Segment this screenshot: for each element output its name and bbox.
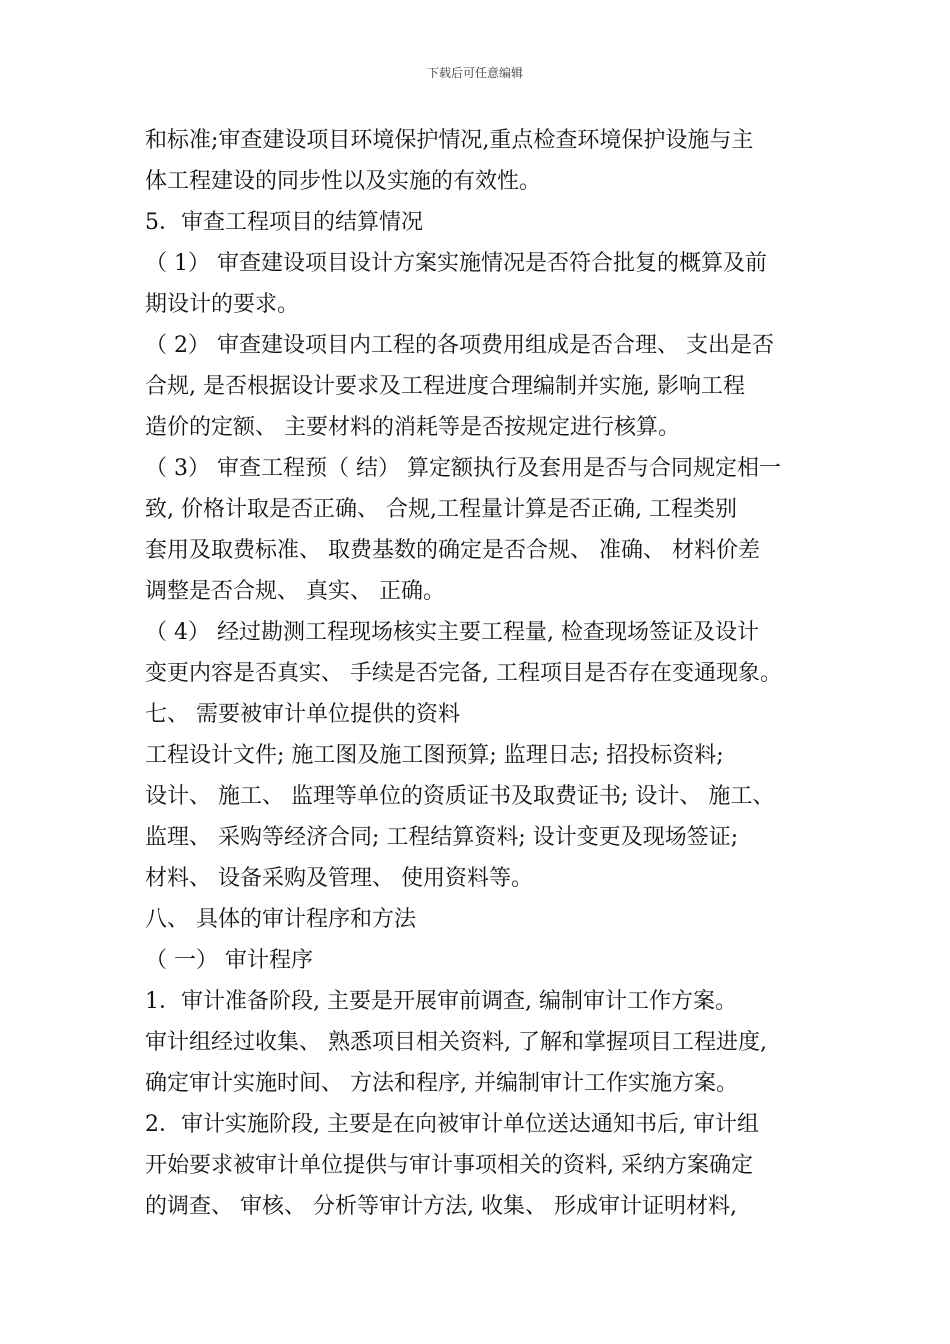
text-line: 调整是否合规、 真实、 正确。	[145, 579, 445, 604]
text-line: （ 1） 审查建设项目设计方案实施情况是否符合批复的概算及前	[145, 251, 767, 276]
text-line: 合规, 是否根据设计要求及工程进度合理编制并实施, 影响工程	[145, 374, 745, 399]
text-line: 工程设计文件; 施工图及施工图预算; 监理日志; 招投标资料;	[145, 743, 724, 768]
text-line: 5．审查工程项目的结算情况	[145, 210, 423, 235]
text-line: 八、 具体的审计程序和方法	[145, 907, 416, 932]
text-line: 变更内容是否真实、 手续是否完备, 工程项目是否存在变通现象。	[145, 661, 782, 686]
text-line: 造价的定额、 主要材料的消耗等是否按规定进行核算。	[145, 415, 680, 440]
text-line: 致, 价格计取是否正确、 合规,工程量计算是否正确, 工程类别	[145, 497, 737, 522]
text-line: 材料、 设备采购及管理、 使用资料等。	[145, 866, 533, 891]
text-line: 审计组经过收集、 熟悉项目相关资料, 了解和掌握项目工程进度,	[145, 1030, 767, 1055]
page-header: 下载后可任意编辑	[426, 66, 523, 80]
text-line: （ 2） 审查建设项目内工程的各项费用组成是否合理、 支出是否	[145, 333, 774, 358]
text-line: 套用及取费标准、 取费基数的确定是否合规、 准确、 材料价差	[145, 538, 760, 563]
text-line: 监理、 采购等经济合同; 工程结算资料; 设计变更及现场签证;	[145, 825, 739, 850]
text-line: （ 3） 审查工程预（ 结） 算定额执行及套用是否与合同规定相一	[145, 456, 781, 481]
text-line: 的调查、 审核、 分析等审计方法, 收集、 形成审计证明材料,	[145, 1194, 737, 1219]
text-line: 开始要求被审计单位提供与审计事项相关的资料, 采纳方案确定	[145, 1153, 753, 1178]
document-body	[145, 120, 835, 1227]
text-line: 期设计的要求。	[145, 292, 300, 317]
text-line: （ 一） 审计程序	[145, 948, 313, 973]
text-line: 2．审计实施阶段, 主要是在向被审计单位送达通知书后, 审计组	[145, 1112, 759, 1137]
text-line: 确定审计实施时间、 方法和程序, 并编制审计工作实施方案。	[145, 1071, 738, 1096]
text-line: 1．审计准备阶段, 主要是开展审前调查, 编制审计工作方案。	[145, 989, 737, 1014]
text-line: （ 4） 经过勘测工程现场核实主要工程量, 检查现场签证及设计	[145, 620, 759, 645]
text-line: 和标准;审查建设项目环境保护情况,重点检查环境保护设施与主	[145, 128, 754, 153]
text-line: 七、 需要被审计单位提供的资料	[145, 702, 460, 727]
text-line: 设计、 施工、 监理等单位的资质证书及取费证书; 设计、 施工、	[145, 784, 775, 809]
text-line: 体工程建设的同步性以及实施的有效性。	[145, 169, 542, 194]
